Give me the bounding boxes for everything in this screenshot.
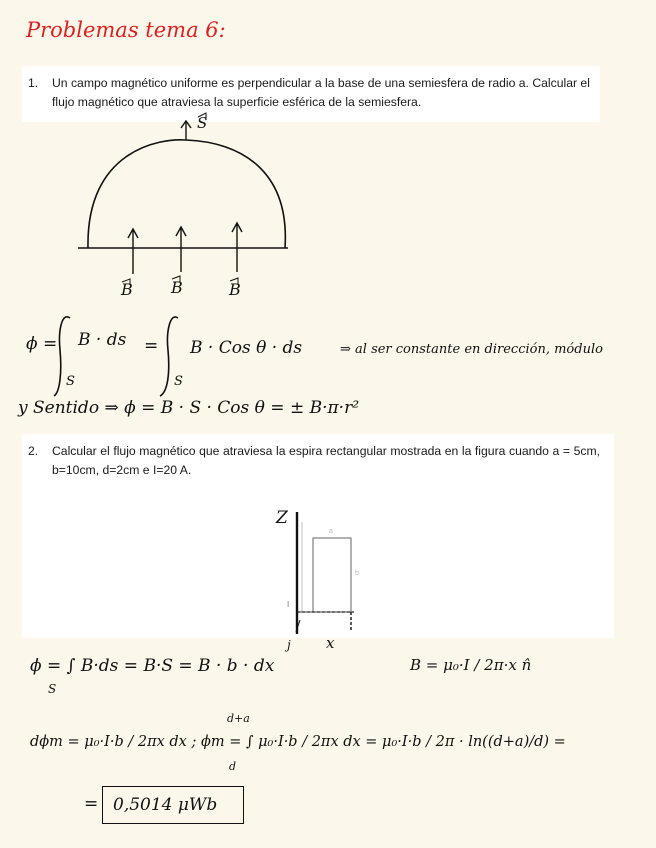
b-side-label: b — [355, 570, 359, 577]
integral-subscript-s-2: S — [174, 374, 183, 389]
solution-1-line-2: y Sentido ⇒ ϕ = B · S · Cos θ = ± B·π·r² — [18, 398, 360, 418]
integral-subscript-s: S — [66, 374, 75, 389]
integrand-b-cos: B · Cos θ · ds — [190, 338, 303, 358]
result-equals: = — [84, 794, 99, 814]
solution-2-line-2: dϕm = μ₀·I·b / 2πx dx ; ϕm = ∫ μ₀·I·b / 2πx dx = μ₀·I·b / 2π · ln((d+a)/d) = — [30, 734, 566, 750]
problem-number: 1. — [28, 76, 39, 90]
current-label: I — [287, 600, 290, 609]
b-label-2: B — [171, 278, 183, 297]
a-label: a — [329, 528, 333, 535]
result-value: 0,5014 μWb — [113, 795, 218, 815]
b-label-3: B — [229, 280, 241, 299]
problem-text: Un campo magnético uniforme es perpendicular a la base de una semiesfera de radio a. Calcular el flujo magnético que atraviesa la superficie esférica de la semiesfera. — [52, 76, 590, 109]
rectangular-loop — [313, 538, 351, 612]
problem-number: 2. — [28, 444, 39, 458]
integrand-b-ds: B · ds — [78, 330, 127, 350]
z-axis-label: Z — [276, 508, 288, 528]
integral-lower-limit: d — [229, 760, 237, 773]
integral-subscript-s-3: S — [48, 682, 57, 696]
page-title: Problemas tema 6: — [26, 18, 226, 42]
problem-text: Calcular el flujo magnético que atraviesa la espira rectangular mostrada en la figura cuando a = 5cm, b=10cm, d=2cm e I=20 A. — [52, 444, 600, 477]
j-label: j — [287, 638, 291, 652]
result-box — [102, 786, 244, 824]
integral-upper-limit: d+a — [227, 712, 250, 725]
b-label-1: B — [121, 280, 133, 299]
equals-sign: = — [144, 336, 159, 356]
s-vector-label: S — [197, 114, 208, 132]
x-axis-label: x — [326, 634, 335, 652]
b-field-formula: B = μ₀·I / 2π·x n̂ — [410, 656, 532, 674]
solution-1-note: ⇒ al ser constante en dirección, módulo — [340, 342, 603, 357]
solution-2-line-1: ϕ = ∫ B·ds = B·S = B · b · dx — [30, 656, 275, 676]
phi-symbol: ϕ = — [26, 334, 58, 354]
